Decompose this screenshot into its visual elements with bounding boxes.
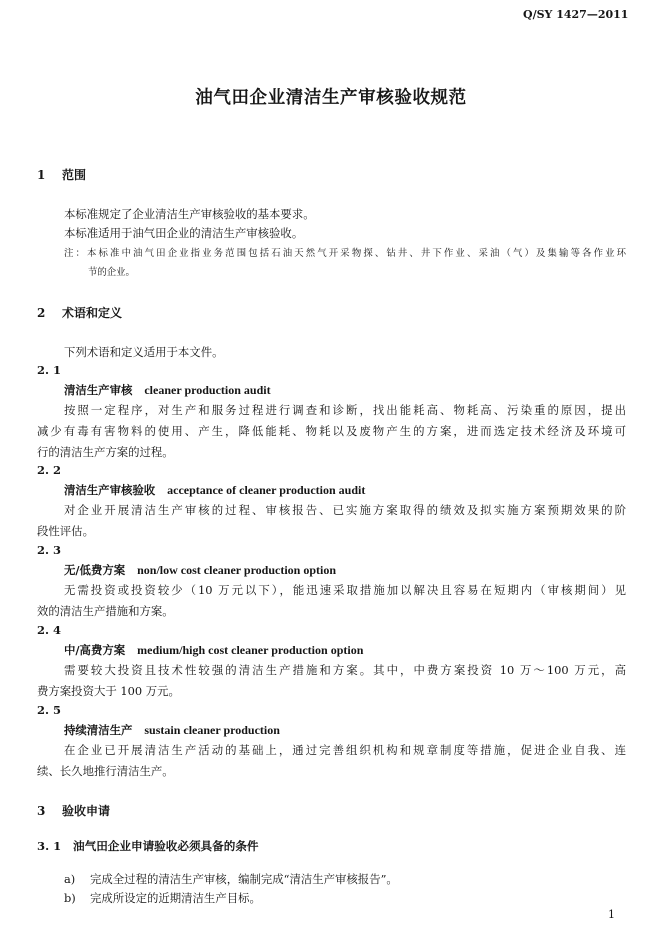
term-en: medium/high cost cleaner production option bbox=[137, 643, 364, 657]
definition-line: 在企业已开展清洁生产活动的基础上，通过完善组织机构和规章制度等措施，促进企业自我、连 bbox=[64, 743, 626, 757]
subsection-number: 3. 1 bbox=[37, 839, 62, 853]
definition-line: 费方案投资大于 100 万元。 bbox=[37, 684, 180, 698]
page-number: 1 bbox=[608, 908, 615, 921]
definition-line: 段性评估。 bbox=[37, 524, 94, 538]
term-name bbox=[64, 382, 271, 398]
scope-paragraph-1: 本标准规定了企业清洁生产审核验收的基本要求。 bbox=[64, 207, 315, 221]
note-line-1: 注：本标准中油气田企业指业务范围包括石油天然气开采物探、钻井、井下作业、采油（气）及集输等各作业环 bbox=[64, 248, 626, 259]
term-name bbox=[64, 562, 336, 578]
term-name bbox=[64, 482, 365, 498]
terms-intro: 下列术语和定义适用于本文件。 bbox=[64, 345, 224, 359]
list-item bbox=[64, 871, 398, 887]
note-line-2: 节的企业。 bbox=[88, 267, 135, 278]
list-marker: a) bbox=[64, 872, 76, 886]
term-en: acceptance of cleaner production audit bbox=[167, 483, 366, 497]
list-text: 完成所设定的近期清洁生产目标。 bbox=[90, 891, 261, 905]
standard-code: Q/SY 1427—2011 bbox=[523, 8, 629, 21]
list-text: 完成全过程的清洁生产审核，编制完成“清洁生产审核报告”。 bbox=[90, 872, 398, 886]
definition-line: 按照一定程序，对生产和服务过程进行调查和诊断，找出能耗高、物耗高、污染重的原因，提出 bbox=[64, 403, 626, 417]
list-marker: b) bbox=[64, 891, 76, 905]
definition-line: 无需投资或投资较少（10 万元以下），能迅速采取措施加以解决且容易在短期内（审核期间）见 bbox=[64, 583, 626, 597]
section-3-heading bbox=[37, 802, 110, 819]
definition-line: 需要较大投资且技术性较强的清洁生产措施和方案。其中，中费方案投资 10 万～100 万元，高 bbox=[64, 663, 626, 677]
term-number: 2. 2 bbox=[37, 463, 62, 477]
definition-line: 续、长久地推行清洁生产。 bbox=[37, 764, 174, 778]
term-zh: 清洁生产审核 bbox=[64, 383, 133, 397]
section-title: 术语和定义 bbox=[62, 306, 123, 320]
term-zh: 无/低费方案 bbox=[64, 563, 126, 577]
section-number: 2 bbox=[37, 306, 46, 320]
document-title: 油气田企业清洁生产审核验收规范 bbox=[195, 88, 467, 108]
section-2-heading bbox=[37, 304, 122, 321]
term-en: cleaner production audit bbox=[144, 383, 271, 397]
section-title: 验收申请 bbox=[62, 804, 111, 818]
term-en: non/low cost cleaner production option bbox=[137, 563, 337, 577]
definition-line: 对企业开展清洁生产审核的过程、审核报告、已实施方案取得的绩效及拟实施方案预期效果的阶 bbox=[64, 503, 626, 517]
subsection-title: 油气田企业申请验收必须具备的条件 bbox=[73, 839, 259, 853]
term-en: sustain cleaner production bbox=[144, 723, 280, 737]
term-name bbox=[64, 722, 280, 738]
term-zh: 持续清洁生产 bbox=[64, 723, 133, 737]
term-number: 2. 5 bbox=[37, 703, 62, 717]
list-item bbox=[64, 890, 261, 906]
term-number: 2. 1 bbox=[37, 363, 62, 377]
section-title: 范围 bbox=[62, 168, 87, 182]
scope-paragraph-2: 本标准适用于油气田企业的清洁生产审核验收。 bbox=[64, 226, 304, 240]
section-1-heading bbox=[37, 166, 86, 183]
subsection-3-1-heading bbox=[37, 838, 259, 854]
term-number: 2. 3 bbox=[37, 543, 62, 557]
term-name bbox=[64, 642, 363, 658]
definition-line: 行的清洁生产方案的过程。 bbox=[37, 445, 174, 459]
term-number: 2. 4 bbox=[37, 623, 62, 637]
definition-line: 效的清洁生产措施和方案。 bbox=[37, 604, 174, 618]
section-number: 3 bbox=[37, 804, 46, 818]
term-zh: 清洁生产审核验收 bbox=[64, 483, 156, 497]
definition-line: 减少有毒有害物料的使用、产生，降低能耗、物耗以及废物产生的方案，进而选定技术经济及环境可 bbox=[37, 424, 626, 438]
term-zh: 中/高费方案 bbox=[64, 643, 126, 657]
section-number: 1 bbox=[37, 168, 46, 182]
